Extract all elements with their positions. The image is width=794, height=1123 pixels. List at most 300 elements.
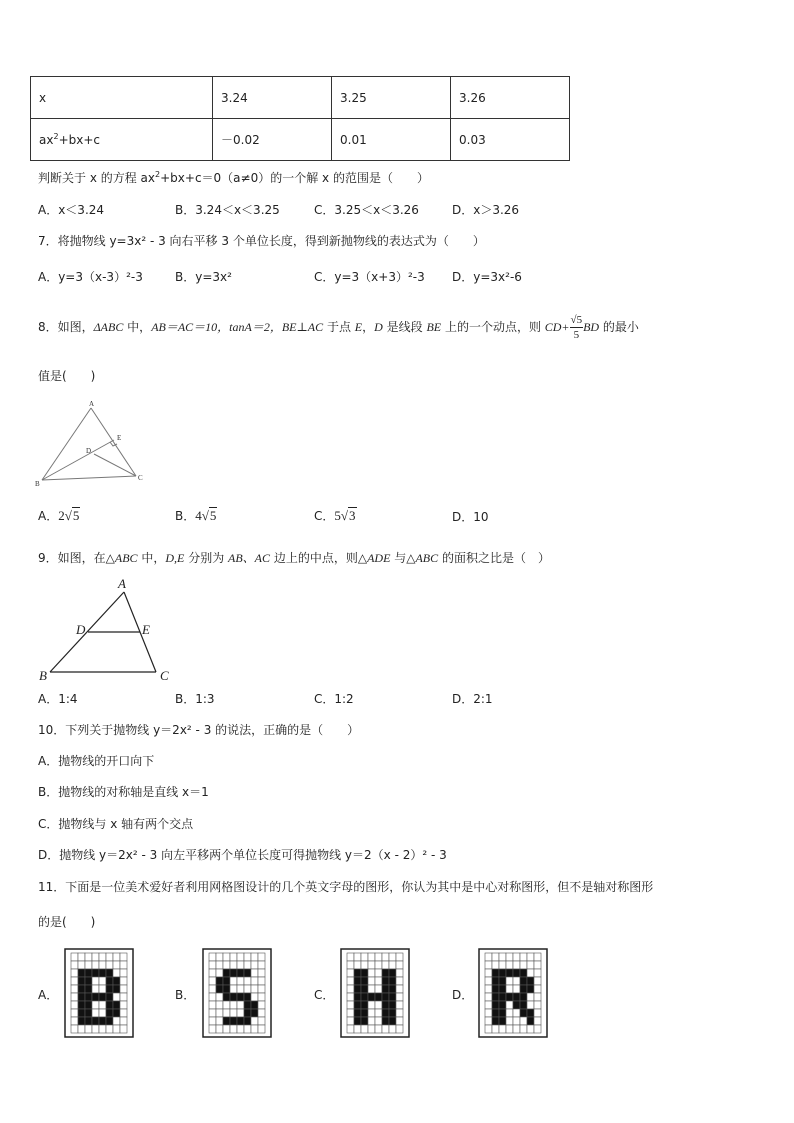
grid-cell — [499, 1025, 506, 1033]
grid-cell — [361, 985, 368, 993]
grid-cell — [230, 977, 237, 985]
grid-cell — [368, 993, 375, 1001]
q8-stem: 8．如图，ΔABC 中，AB＝AC＝10，tanA＝2，BE⊥AC 于点 E，D 是线段 BE 上的一个动点，则 CD+ $\frac{√5}{5}$ BD 的最小 — [38, 314, 639, 341]
label-b: B — [35, 480, 40, 488]
grid-cell — [527, 985, 534, 993]
q6-stem: 判断关于 x 的方程 $ax^2+bx+c=0(a\ne 0)$的一个解 x 的范围是（ ） — [38, 170, 429, 185]
grid-cell — [485, 977, 492, 985]
grid-cell — [499, 953, 506, 961]
grid-cell — [513, 953, 520, 961]
grid-cell — [513, 985, 520, 993]
grid-cell — [347, 985, 354, 993]
grid-cell — [78, 969, 85, 977]
grid-cell — [361, 1001, 368, 1009]
grid-cell — [347, 953, 354, 961]
grid-cell — [389, 977, 396, 985]
grid-cell — [209, 1017, 216, 1025]
grid-cell — [251, 961, 258, 969]
grid-cell — [527, 1009, 534, 1017]
grid-cell — [244, 953, 251, 961]
grid-cell — [361, 1017, 368, 1025]
grid-cell — [506, 1017, 513, 1025]
grid-cell — [237, 993, 244, 1001]
grid-cell — [85, 1017, 92, 1025]
grid-cell — [209, 953, 216, 961]
grid-cell — [92, 993, 99, 1001]
grid-cell — [258, 993, 265, 1001]
grid-cell — [230, 953, 237, 961]
grid-cell — [113, 1017, 120, 1025]
q9-option-c[interactable]: C．1:2 — [314, 692, 354, 706]
grid-cell — [375, 993, 382, 1001]
grid-cell — [534, 977, 541, 985]
grid-cell — [527, 993, 534, 1001]
grid-cell — [85, 993, 92, 1001]
grid-cell — [354, 1025, 361, 1033]
grid-letter-r[interactable] — [478, 948, 548, 1038]
grid-cell — [389, 961, 396, 969]
grid-cell — [361, 953, 368, 961]
q8-option-b[interactable]: B．4√5 — [175, 508, 217, 523]
fraction: $\frac{√5}{5}$ — [570, 314, 583, 341]
q11-option-b-label[interactable]: B． — [175, 988, 196, 1002]
grid-cell — [85, 977, 92, 985]
grid-cell — [382, 985, 389, 993]
label-a: A — [118, 576, 126, 591]
grid-cell — [499, 1017, 506, 1025]
grid-cell — [230, 961, 237, 969]
grid-cell — [485, 969, 492, 977]
grid-cell — [499, 977, 506, 985]
value-table — [30, 76, 570, 161]
grid-cell — [99, 977, 106, 985]
grid-cell — [258, 977, 265, 985]
grid-cell — [244, 969, 251, 977]
grid-cell — [216, 1017, 223, 1025]
q7-option-a[interactable]: A．y=3（x-3）²-3 — [38, 270, 143, 284]
grid-cell — [485, 1009, 492, 1017]
q10-option-b[interactable]: B．抛物线的对称轴是直线 x＝1 — [38, 785, 209, 799]
grid-cell — [354, 969, 361, 977]
grid-cell — [106, 993, 113, 1001]
grid-cell — [92, 977, 99, 985]
grid-cell — [85, 1001, 92, 1009]
grid-cell — [251, 1009, 258, 1017]
q11-option-c-label[interactable]: C． — [314, 988, 335, 1002]
grid-cell — [237, 1009, 244, 1017]
grid-cell — [244, 1009, 251, 1017]
grid-cell — [78, 1025, 85, 1033]
q7-option-c[interactable]: C．y=3（x+3）²-3 — [314, 270, 425, 284]
grid-cell — [216, 1009, 223, 1017]
grid-cell — [244, 993, 251, 1001]
grid-cell — [389, 1001, 396, 1009]
grid-cell — [389, 1017, 396, 1025]
grid-cell — [106, 1017, 113, 1025]
grid-cell — [106, 969, 113, 977]
grid-cell — [71, 1025, 78, 1033]
grid-cell — [520, 993, 527, 1001]
grid-cell — [113, 1025, 120, 1033]
grid-cell — [375, 1017, 382, 1025]
grid-cell — [361, 1009, 368, 1017]
table-cell: $ax^2+bx+c$ — [31, 119, 213, 161]
grid-cell — [223, 1009, 230, 1017]
grid-cell — [258, 969, 265, 977]
q7-option-b[interactable]: B．y=3x² — [175, 270, 232, 284]
grid-cell — [354, 961, 361, 969]
q10-option-d[interactable]: D．抛物线 y＝2x² - 3 向左平移两个单位长度可得抛物线 y＝2（x - 2）² - 3 — [38, 848, 447, 862]
grid-cell — [216, 977, 223, 985]
grid-cell — [71, 1009, 78, 1017]
q11-option-a-label[interactable]: A． — [38, 988, 59, 1002]
grid-cell — [492, 985, 499, 993]
grid-cell — [237, 953, 244, 961]
grid-cell — [99, 1017, 106, 1025]
grid-cell — [354, 1009, 361, 1017]
grid-cell — [99, 1025, 106, 1033]
grid-cell — [347, 1001, 354, 1009]
grid-cell — [209, 1001, 216, 1009]
grid-cell — [99, 969, 106, 977]
grid-cell — [99, 961, 106, 969]
grid-cell — [499, 985, 506, 993]
grid-cell — [347, 961, 354, 969]
grid-cell — [375, 953, 382, 961]
grid-cell — [361, 977, 368, 985]
grid-cell — [534, 1025, 541, 1033]
table-cell: 3.25 — [332, 77, 451, 119]
grid-cell — [78, 1001, 85, 1009]
grid-cell — [347, 1025, 354, 1033]
grid-cell — [492, 953, 499, 961]
table-cell: 0.01 — [332, 119, 451, 161]
table-cell: 0.03 — [451, 119, 570, 161]
grid-cell — [534, 1001, 541, 1009]
grid-cell — [506, 985, 513, 993]
grid-cell — [396, 1025, 403, 1033]
q6-option-b[interactable]: B．3.24＜x＜3.25 — [175, 203, 280, 217]
label-e: E — [117, 434, 122, 442]
grid-cell — [223, 1017, 230, 1025]
grid-cell — [513, 977, 520, 985]
grid-cell — [85, 985, 92, 993]
grid-cell — [92, 1001, 99, 1009]
grid-cell — [396, 969, 403, 977]
grid-cell — [396, 1001, 403, 1009]
grid-cell — [527, 1025, 534, 1033]
q6-option-c[interactable]: C．3.25＜x＜3.26 — [314, 203, 419, 217]
grid-cell — [258, 1009, 265, 1017]
grid-cell — [216, 1025, 223, 1033]
grid-cell — [354, 993, 361, 1001]
grid-cell — [230, 1009, 237, 1017]
grid-cell — [485, 985, 492, 993]
grid-cell — [382, 969, 389, 977]
grid-cell — [506, 1001, 513, 1009]
grid-cell — [120, 1001, 127, 1009]
q7-option-d[interactable]: D．y=3x²-6 — [452, 270, 522, 284]
grid-cell — [520, 953, 527, 961]
grid-cell — [106, 953, 113, 961]
grid-cell — [223, 977, 230, 985]
grid-cell — [492, 1009, 499, 1017]
grid-cell — [244, 977, 251, 985]
grid-cell — [92, 961, 99, 969]
grid-cell — [368, 1001, 375, 1009]
grid-cell — [230, 1017, 237, 1025]
grid-cell — [113, 977, 120, 985]
q8-triangle-figure — [34, 398, 154, 490]
grid-cell — [382, 1009, 389, 1017]
grid-cell — [209, 969, 216, 977]
grid-cell — [78, 961, 85, 969]
grid-cell — [499, 1009, 506, 1017]
grid-cell — [223, 985, 230, 993]
grid-cell — [106, 1001, 113, 1009]
label-d: D — [76, 622, 86, 637]
label-e: E — [142, 622, 150, 637]
grid-cell — [354, 985, 361, 993]
grid-cell — [85, 1025, 92, 1033]
grid-cell — [368, 1017, 375, 1025]
grid-cell — [92, 953, 99, 961]
grid-cell — [251, 977, 258, 985]
grid-cell — [113, 1009, 120, 1017]
grid-cell — [513, 961, 520, 969]
grid-cell — [120, 969, 127, 977]
grid-cell — [120, 1025, 127, 1033]
grid-cell — [258, 1017, 265, 1025]
grid-cell — [368, 961, 375, 969]
grid-cell — [258, 953, 265, 961]
grid-cell — [513, 1025, 520, 1033]
grid-cell — [382, 961, 389, 969]
grid-cell — [513, 1001, 520, 1009]
grid-cell — [99, 1001, 106, 1009]
grid-cell — [99, 993, 106, 1001]
grid-cell — [534, 993, 541, 1001]
grid-cell — [492, 977, 499, 985]
grid-cell — [506, 961, 513, 969]
grid-cell — [237, 1025, 244, 1033]
grid-cell — [396, 977, 403, 985]
grid-cell — [230, 1025, 237, 1033]
q10-option-a[interactable]: A．抛物线的开口向下 — [38, 754, 155, 768]
grid-cell — [99, 953, 106, 961]
grid-cell — [244, 985, 251, 993]
grid-cell — [485, 961, 492, 969]
q9-stem: 9．如图，在△ABC 中，D,E 分别为 AB、AC 边上的中点，则△ADE 与△ABC 的面积之比是（ ） — [38, 551, 550, 565]
grid-cell — [113, 1001, 120, 1009]
grid-cell — [85, 953, 92, 961]
grid-cell — [92, 1009, 99, 1017]
q6-option-d[interactable]: D．x＞3.26 — [452, 203, 520, 217]
q11-option-d-label[interactable]: D． — [452, 988, 474, 1002]
q10-option-c[interactable]: C．抛物线与 x 轴有两个交点 — [38, 817, 194, 831]
grid-cell — [347, 969, 354, 977]
grid-cell — [389, 969, 396, 977]
grid-cell — [499, 1001, 506, 1009]
table-cell: 3.26 — [451, 77, 570, 119]
q9-option-d[interactable]: D．2:1 — [452, 692, 493, 706]
grid-cell — [237, 977, 244, 985]
grid-cell — [499, 969, 506, 977]
grid-cell — [389, 1009, 396, 1017]
grid-cell — [382, 1017, 389, 1025]
q8-option-d[interactable]: D．10 — [452, 510, 489, 524]
grid-cell — [520, 1025, 527, 1033]
grid-cell — [71, 1017, 78, 1025]
grid-cell — [368, 969, 375, 977]
grid-cell — [71, 953, 78, 961]
grid-cell — [113, 953, 120, 961]
grid-cell — [499, 993, 506, 1001]
grid-cell — [534, 985, 541, 993]
grid-cell — [354, 1001, 361, 1009]
grid-cell — [492, 961, 499, 969]
label-a: A — [89, 400, 95, 408]
label-b: B — [39, 668, 47, 683]
grid-cell — [251, 953, 258, 961]
grid-cell — [485, 1017, 492, 1025]
grid-cell — [534, 961, 541, 969]
grid-cell — [209, 985, 216, 993]
grid-cell — [120, 961, 127, 969]
grid-cell — [382, 993, 389, 1001]
grid-cell — [375, 985, 382, 993]
grid-cell — [534, 1009, 541, 1017]
grid-cell — [513, 1017, 520, 1025]
grid-cell — [237, 969, 244, 977]
grid-cell — [347, 977, 354, 985]
grid-cell — [78, 985, 85, 993]
table-row — [31, 77, 570, 119]
grid-cell — [492, 993, 499, 1001]
grid-cell — [251, 969, 258, 977]
grid-cell — [216, 969, 223, 977]
grid-cell — [361, 969, 368, 977]
q8-option-a[interactable]: A．2√5 — [38, 508, 80, 523]
grid-cell — [389, 985, 396, 993]
grid-cell — [106, 1009, 113, 1017]
grid-cell — [520, 969, 527, 977]
grid-cell — [78, 977, 85, 985]
grid-cell — [492, 1025, 499, 1033]
grid-cell — [106, 977, 113, 985]
grid-cell — [106, 961, 113, 969]
grid-cell — [113, 993, 120, 1001]
grid-cell — [120, 993, 127, 1001]
grid-cell — [513, 1009, 520, 1017]
grid-letter-h[interactable] — [340, 948, 410, 1038]
grid-cell — [237, 961, 244, 969]
grid-cell — [396, 953, 403, 961]
q6-option-a[interactable]: A．x＜3.24 — [38, 203, 105, 217]
grid-cell — [209, 993, 216, 1001]
grid-cell — [513, 969, 520, 977]
grid-cell — [368, 985, 375, 993]
grid-cell — [209, 977, 216, 985]
grid-cell — [216, 985, 223, 993]
grid-cell — [347, 1009, 354, 1017]
grid-cell — [382, 1001, 389, 1009]
q9-option-a[interactable]: A．1:4 — [38, 692, 78, 706]
q9-triangle-figure — [36, 576, 186, 684]
grid-cell — [354, 1017, 361, 1025]
grid-cell — [527, 961, 534, 969]
grid-letter-b[interactable] — [64, 948, 134, 1038]
grid-cell — [382, 977, 389, 985]
table-cell: 3.24 — [213, 77, 332, 119]
grid-cell — [244, 961, 251, 969]
grid-cell — [527, 969, 534, 977]
grid-cell — [78, 993, 85, 1001]
grid-cell — [78, 1009, 85, 1017]
grid-cell — [506, 1025, 513, 1033]
grid-cell — [375, 961, 382, 969]
q8-option-c[interactable]: C．5√3 — [314, 508, 356, 523]
grid-cell — [361, 1025, 368, 1033]
grid-cell — [209, 1009, 216, 1017]
grid-cell — [513, 993, 520, 1001]
grid-cell — [375, 1025, 382, 1033]
grid-cell — [258, 985, 265, 993]
grid-cell — [492, 969, 499, 977]
grid-cell — [216, 961, 223, 969]
grid-cell — [520, 1001, 527, 1009]
grid-cell — [347, 1017, 354, 1025]
grid-cell — [244, 1025, 251, 1033]
grid-cell — [78, 1017, 85, 1025]
grid-cell — [71, 985, 78, 993]
q11-stem-line2: 的是( ) — [38, 915, 96, 929]
grid-cell — [258, 1001, 265, 1009]
q9-option-b[interactable]: B．1:3 — [175, 692, 215, 706]
grid-letter-s[interactable] — [202, 948, 272, 1038]
grid-cell — [120, 1017, 127, 1025]
grid-cell — [85, 1009, 92, 1017]
grid-cell — [361, 961, 368, 969]
grid-cell — [85, 961, 92, 969]
grid-cell — [389, 1025, 396, 1033]
grid-cell — [71, 993, 78, 1001]
grid-cell — [520, 985, 527, 993]
grid-cell — [527, 953, 534, 961]
grid-cell — [230, 993, 237, 1001]
grid-cell — [237, 985, 244, 993]
q7-stem: 7．将抛物线 y=3x² - 3 向右平移 3 个单位长度，得到新抛物线的表达式为（ ） — [38, 234, 485, 248]
grid-cell — [71, 977, 78, 985]
grid-cell — [396, 961, 403, 969]
grid-cell — [527, 1001, 534, 1009]
grid-cell — [223, 969, 230, 977]
grid-cell — [520, 1009, 527, 1017]
grid-cell — [120, 953, 127, 961]
grid-cell — [258, 961, 265, 969]
grid-cell — [223, 1001, 230, 1009]
grid-cell — [209, 1025, 216, 1033]
grid-cell — [251, 985, 258, 993]
label-c: C — [138, 474, 143, 482]
grid-cell — [485, 953, 492, 961]
grid-cell — [527, 1017, 534, 1025]
grid-cell — [209, 961, 216, 969]
grid-cell — [92, 1025, 99, 1033]
grid-cell — [78, 953, 85, 961]
grid-cell — [71, 961, 78, 969]
grid-cell — [396, 1017, 403, 1025]
